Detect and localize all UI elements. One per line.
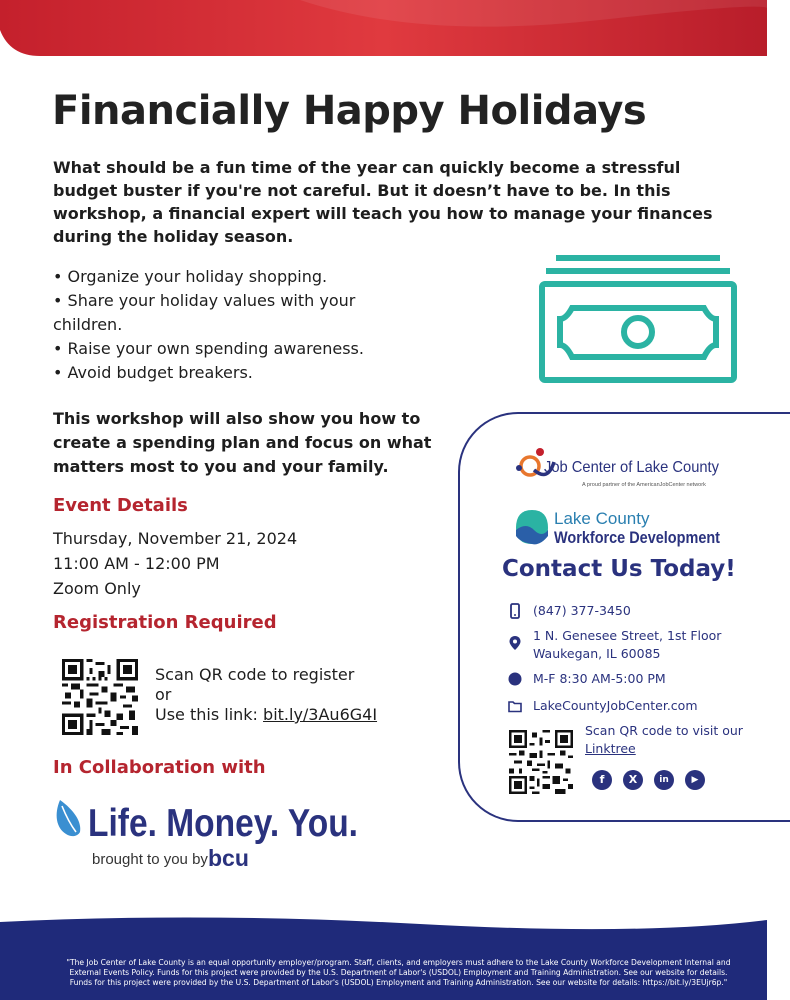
list-item: • Avoid budget breakers. <box>53 361 393 385</box>
lake-county-logo-line2: Workforce Development <box>554 528 721 547</box>
event-date: Thursday, November 21, 2024 <box>53 529 298 548</box>
lmy-logo-main: Life. Money. You. <box>88 802 358 845</box>
contact-phone: (847) 377-3450 <box>533 603 631 618</box>
linktree-qr-code[interactable] <box>509 730 573 794</box>
leaf-icon <box>57 800 81 836</box>
footer-wave <box>0 916 767 932</box>
linktree-instructions <box>585 722 743 758</box>
clock-icon <box>508 671 522 687</box>
registration-heading: Registration Required <box>53 612 277 633</box>
event-details-heading: Event Details <box>53 495 188 516</box>
event-details <box>53 526 297 601</box>
youtube-icon[interactable]: ▶ <box>685 770 705 790</box>
contact-address-line1: 1 N. Genesee Street, 1st Floor <box>533 628 722 643</box>
facebook-icon[interactable]: f <box>592 770 612 790</box>
event-time: 11:00 AM - 12:00 PM <box>53 554 220 573</box>
list-item: • Share your holiday values with your children. <box>53 289 393 337</box>
registration-or-text: or <box>155 685 172 704</box>
phone-icon <box>508 603 522 619</box>
benefit-list <box>53 265 393 385</box>
top-decorative-band <box>0 0 767 56</box>
registration-instructions <box>155 665 377 725</box>
lmy-logo-sub: brought to you by <box>92 851 208 868</box>
disclaimer-text: "The Job Center of Lake County is an equal opportunity employer/program. Staff, clients, and employers must adhere to the Lake County Workforce Development Internal and External Events Policy. Funds for this project were provided by the U.S. Department of Labor's (USDOL) Employment and Training Administration. See our website for details. Funds for this project were provided by the U.S. Department of Labor's (USDOL) Employment and Training Administration. See our website for details: https://bit.ly/3EUjr6p." <box>66 958 731 987</box>
contact-heading: Contact Us Today! <box>502 556 736 582</box>
intro-paragraph: What should be a fun time of the year can quickly become a stressful budget buster if you're not careful. But it doesn’t have to be. In this workshop, a financial expert will teach you how to manage your finances during the holiday season. <box>53 158 713 246</box>
page-title: Financially Happy Holidays <box>52 88 647 134</box>
workshop-summary: This workshop will also show you how to create a spending plan and focus on what matters most to you and your family. <box>53 409 432 476</box>
location-pin-icon <box>508 635 522 651</box>
registration-link-prefix: Use this link: <box>155 705 264 724</box>
list-item: • Organize your holiday shopping. <box>53 265 393 289</box>
registration-link-line <box>155 705 377 725</box>
life-money-you-logo <box>52 792 372 872</box>
footer-band <box>0 930 767 1000</box>
linktree-scan-text: Scan QR code to visit our <box>585 723 743 738</box>
linktree-link[interactable]: Linktree <box>585 741 636 756</box>
registration-link[interactable]: bit.ly/3Au6G4I <box>263 705 378 724</box>
registration-qr-code[interactable] <box>62 659 138 735</box>
lake-county-logo-line1: Lake County <box>554 509 650 528</box>
folder-icon <box>508 698 522 714</box>
linkedin-icon[interactable]: in <box>654 770 674 790</box>
collaboration-heading: In Collaboration with <box>53 757 266 778</box>
money-icon <box>538 253 738 385</box>
job-center-tagline: A proud partner of the AmericanJobCenter network <box>582 482 706 488</box>
registration-scan-text: Scan QR code to register <box>155 665 355 684</box>
x-twitter-icon[interactable]: X <box>623 770 643 790</box>
lake-county-workforce-logo <box>514 506 724 550</box>
bcu-brand: bcu <box>208 845 249 871</box>
contact-hours: M-F 8:30 AM-5:00 PM <box>533 671 666 686</box>
job-center-logo-text: Job Center of Lake County <box>544 459 719 476</box>
contact-address-line2: Waukegan, IL 60085 <box>533 646 661 661</box>
job-center-logo <box>514 432 724 492</box>
event-location: Zoom Only <box>53 579 141 598</box>
list-item: • Raise your own spending awareness. <box>53 337 393 361</box>
contact-website: LakeCountyJobCenter.com <box>533 698 698 713</box>
